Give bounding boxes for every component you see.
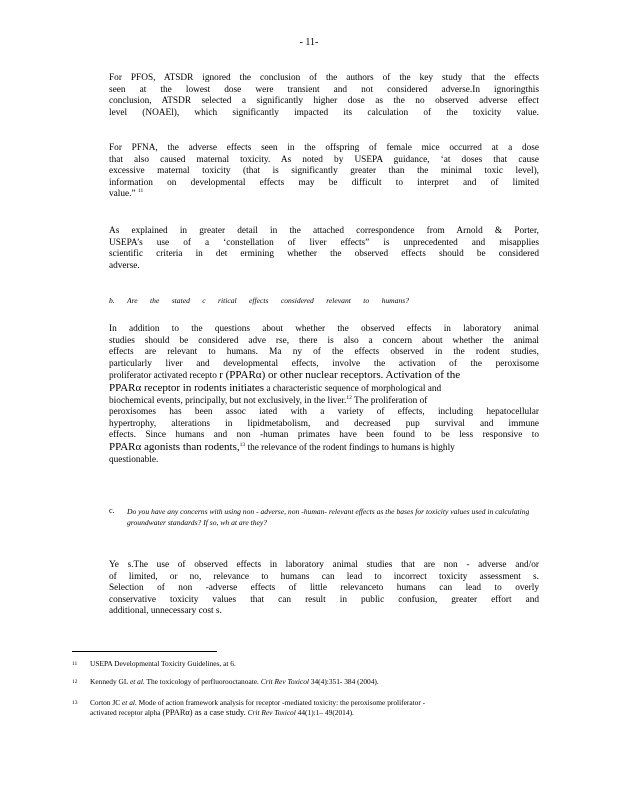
text-fragment: The toxicology of perfluorooctanoate. bbox=[144, 677, 261, 686]
footnote-number: 11 bbox=[72, 661, 78, 667]
text-line: peroxisomes has been assoc iated with a variety of effects, including hepatocellular bbox=[109, 407, 539, 418]
text-line: For PFOS, ATSDR ignored the conclusion of the authors of the key study that the effects bbox=[109, 73, 539, 83]
text-fragment: PPARα agonists than rodents, bbox=[109, 440, 240, 453]
text-fragment: activated receptor alpha bbox=[90, 708, 163, 717]
question-label: c. bbox=[109, 506, 115, 515]
text-line bbox=[109, 396, 539, 408]
text-fragment: r (PPARα) or other nuclear receptors. Activation of the bbox=[219, 369, 461, 382]
text-fragment: et al. bbox=[129, 677, 145, 686]
text-line bbox=[109, 189, 539, 201]
text-line: particularly liver and developmental effects, involve the activation of the peroxisome bbox=[109, 358, 539, 369]
text-line: hypertrophy, alterations in lipidmetabolism, and decreased pup survival and immune bbox=[109, 418, 539, 429]
text-line: conclusion, ATSDR selected a significantly higher dose as the no observed adverse effect bbox=[109, 96, 539, 107]
text-fragment: The proliferation of bbox=[351, 395, 428, 406]
text-fragment: Corton JC bbox=[90, 698, 123, 707]
text-fragment: 44(1):1– 49(2014). bbox=[295, 708, 354, 717]
footnote-ref: 11 bbox=[137, 188, 144, 195]
paragraph-pfos bbox=[109, 73, 539, 119]
question-text: Do you have any concerns with using non - adverse, non -human- relevant effects as the bases for toxicity values used in calculating groundwater standards? If so, wh at are they? bbox=[127, 507, 530, 527]
text-line: As explained in greater detail in the attached correspondence from Arnold & Porter, bbox=[109, 226, 539, 236]
footnote-ref: 13 bbox=[239, 441, 246, 448]
text-fragment: Crit Rev Toxicol bbox=[260, 677, 309, 686]
text-fragment: Crit Rev Toxicol bbox=[245, 708, 296, 717]
text-line bbox=[109, 442, 539, 455]
footnote-number: 13 bbox=[72, 700, 78, 706]
text-line: additional, unnecessary cost s. bbox=[109, 606, 222, 617]
text-line: conservative toxicity values that can result in public confusion, greater effort and bbox=[109, 594, 539, 605]
footnote-13 bbox=[72, 698, 547, 722]
text-fragment: Kennedy GL bbox=[90, 677, 130, 686]
footnote-ref: 12 bbox=[346, 394, 352, 401]
footnote-12 bbox=[72, 677, 547, 689]
text-fragment: (PPARα) as a case study. bbox=[162, 708, 246, 717]
page-number: - 11- bbox=[299, 37, 319, 48]
footnote-text: USEPA Developmental Toxicity Guidelines, at 6. bbox=[90, 659, 236, 668]
text-fragment: Mode of action framework analysis for receptor -mediated toxicity: the peroxisome proliferator - bbox=[136, 698, 426, 707]
footnote-text bbox=[90, 677, 547, 687]
footnote-text bbox=[90, 698, 547, 718]
text-line: scientific criteria in det ermining whether the observed effects should be considered bbox=[109, 249, 539, 260]
text-line: adverse. bbox=[109, 260, 140, 271]
text-line: effects are relevant to humans. Ma ny of the effects observed in the rodent studies, bbox=[109, 347, 539, 358]
text-line: questionable. bbox=[109, 454, 159, 465]
text-line: In addition to the questions about whether the observed effects in laboratory animal bbox=[109, 324, 539, 334]
text-line: USEPA’s use of a ‘constellation of liver effects” is unprecedented and misapplies bbox=[109, 237, 539, 248]
text-fragment: biochemical events, principally, but not exclusively, in the liver. bbox=[109, 395, 347, 406]
paragraph-pfna bbox=[109, 143, 539, 201]
text-fragment: the relevance of the rodent findings to humans is highly bbox=[245, 442, 455, 453]
text-line: Selection of non -adverse effects of little relevanceto humans can lead to overly bbox=[109, 583, 539, 594]
text-fragment: et al. bbox=[122, 698, 137, 707]
text-fragment: a characteristic sequence of morphological and bbox=[264, 383, 442, 394]
text-fragment: proliferator activated recepto bbox=[109, 371, 217, 382]
footnote-number: 12 bbox=[72, 679, 78, 685]
text-fragment: value.” bbox=[109, 189, 136, 200]
footnote-divider bbox=[72, 651, 217, 652]
question-c bbox=[109, 506, 539, 542]
text-line bbox=[109, 383, 539, 396]
text-line: that also caused maternal toxicity. As noted by USEPA guidance, ‘at doses that cause bbox=[109, 154, 539, 165]
question-b bbox=[109, 296, 409, 306]
paragraph-answer bbox=[109, 560, 539, 618]
text-line: information on developmental effects may be difficult to interpret and of limited bbox=[109, 177, 539, 188]
text-line: studies should be considered adve rse, there is also a concern about whether the animal bbox=[109, 335, 539, 346]
text-fragment: PPARα receptor in rodents initiates bbox=[109, 381, 265, 394]
text-line: of limited, or no, relevance to humans can lead to incorrect toxicity assessment s. bbox=[109, 571, 539, 582]
question-text: b. Are the stated c ritical effects considered relevant to humans? bbox=[109, 296, 409, 305]
text-line: level (NOAEl), which significantly impacted its calculation of the toxicity value. bbox=[109, 107, 539, 118]
footnote-11 bbox=[72, 659, 547, 671]
paragraph-arnold-porter bbox=[109, 226, 539, 272]
text-line: For PFNA, the adverse effects seen in the offspring of female mice occurred at a dose bbox=[109, 143, 539, 153]
text-line: Ye s.The use of observed effects in laboratory animal studies that are non - adverse and/or bbox=[109, 560, 539, 570]
paragraph-relevance bbox=[109, 324, 539, 466]
text-fragment: 34(4):351- 384 (2004). bbox=[308, 677, 379, 686]
text-line: effects. Since humans and non -human primates have been found to be less responsive to bbox=[109, 430, 539, 441]
text-line: excessive maternal toxicity (that is significantly greater than the minimal toxic level), bbox=[109, 166, 539, 177]
text-line: seen at the lowest dose were transient and not considered adverse.In ignoringthis bbox=[109, 84, 539, 95]
